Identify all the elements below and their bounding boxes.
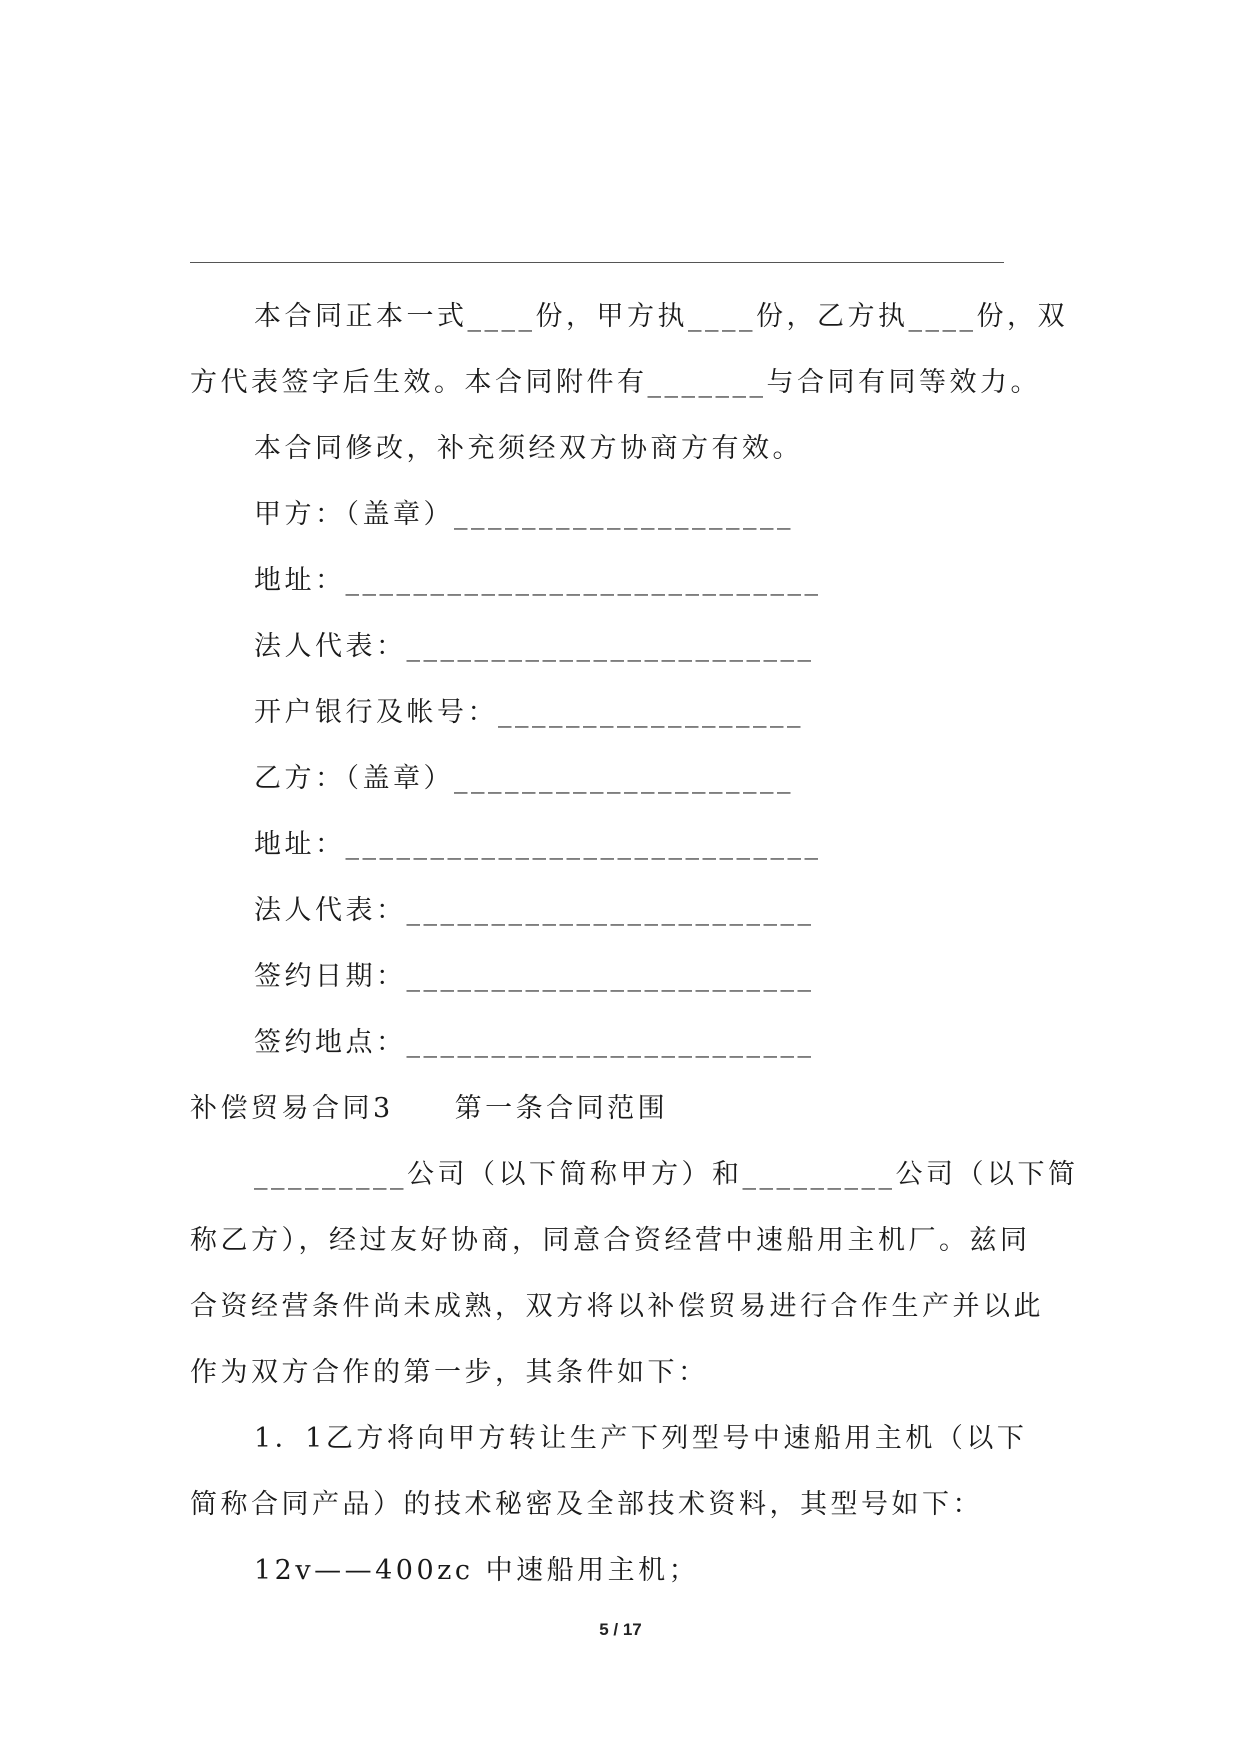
party-b-seal-field: 乙方：（盖章）____________________ [254,763,794,794]
scope-paragraph-line-1: _________公司（以下简称甲方）和_________公司（以下简 [254,1159,1079,1190]
party-a-address-field: 地址：____________________________ [254,565,822,596]
page-number: 5 / 17 [599,1620,642,1639]
signing-date-field: 签约日期：________________________ [254,961,815,992]
paragraph-amendment: 本合同修改，补充须经双方协商方有效。 [254,433,803,464]
header-rule [190,262,1004,263]
paragraph-copies-line-2: 方代表签字后生效。本合同附件有_______与合同有同等效力。 [190,367,1041,398]
paragraph-copies-line-1: 本合同正本一式____份，甲方执____份，乙方执____份，双 [254,301,1068,332]
party-a-seal-field: 甲方：（盖章）____________________ [254,499,794,530]
scope-paragraph-line-2: 称乙方），经过友好协商，同意合资经营中速船用主机厂。兹同 [190,1225,1031,1256]
model-line: 12v——400zc 中速船用主机； [254,1555,700,1586]
document-body [190,284,1079,1604]
party-a-legal-rep-field: 法人代表：________________________ [254,631,815,662]
clause-1-1-line-1: 1．1乙方将向甲方转让生产下列型号中速船用主机（以下 [254,1423,1028,1454]
section-heading: 补偿贸易合同3 第一条合同范围 [190,1093,669,1124]
scope-paragraph-line-3: 合资经营条件尚未成熟，双方将以补偿贸易进行合作生产并以此 [190,1291,1044,1322]
scope-paragraph-line-4: 作为双方合作的第一步，其条件如下： [190,1357,709,1388]
party-b-legal-rep-field: 法人代表：________________________ [254,895,815,926]
party-b-address-field: 地址：____________________________ [254,829,822,860]
clause-1-1-line-2: 简称合同产品）的技术秘密及全部技术资料，其型号如下： [190,1489,983,1520]
party-a-bank-account-field: 开户银行及帐号：__________________ [254,697,804,728]
signing-place-field: 签约地点：________________________ [254,1027,815,1058]
